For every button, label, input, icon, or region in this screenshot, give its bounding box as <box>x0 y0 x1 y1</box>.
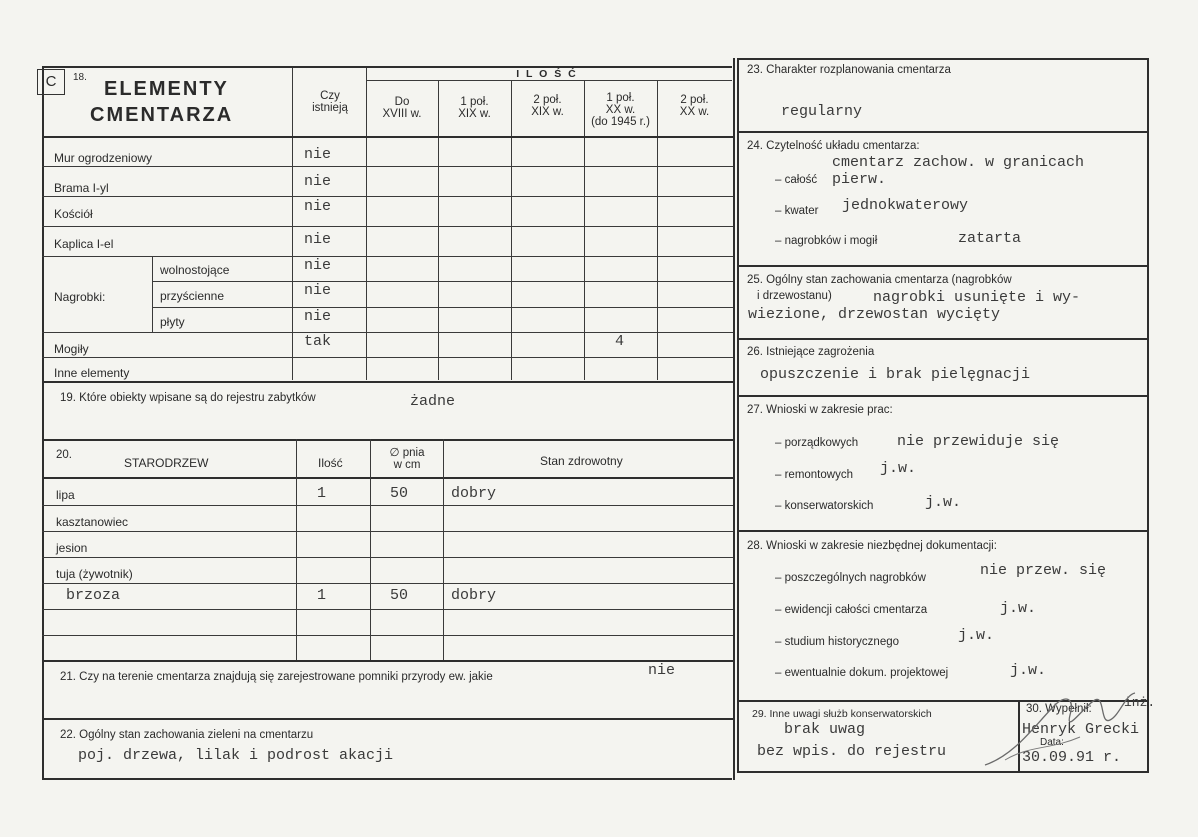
s24-calosc-value: pierw. <box>832 171 887 188</box>
element-exists-value: nie <box>304 282 332 299</box>
ilosc-label: I L O Ś Ć <box>516 68 578 80</box>
s26-label: 26. Istniejące zagrożenia <box>747 346 875 358</box>
period-col-3: 1 poł. XX w. (do 1945 r.) <box>591 92 650 128</box>
s27-item-label: – porządkowych <box>775 437 859 449</box>
tree-diam: 50 <box>390 587 409 604</box>
col-exists-header: Czy istnieją <box>312 90 348 114</box>
s24-kwater-label: – kwater <box>775 205 819 217</box>
s23-label: 23. Charakter rozplanowania cmentarza <box>747 64 951 76</box>
c-box-letter: C <box>37 69 65 95</box>
s30-title: inż. <box>1124 695 1156 710</box>
tree-qty: 1 <box>317 587 327 604</box>
s24-label: 24. Czytelność układu cmentarza: <box>747 140 920 152</box>
element-exists-value: tak <box>304 333 332 350</box>
tree-name: tuja (żywotnik) <box>56 567 133 581</box>
s20-col-qty: Ilość <box>318 456 343 470</box>
s20-col-diam: ∅ pnia w cm <box>389 447 425 471</box>
s21-value: nie <box>648 662 676 679</box>
s19-value: żadne <box>410 393 456 410</box>
s28-item-label: – studium historycznego <box>775 636 900 648</box>
section-18-number: 18. <box>73 72 87 83</box>
title-line-1: ELEMENTY <box>104 78 229 100</box>
element-row-label: Kościół <box>54 207 93 221</box>
s24-nagrobkow-label: – nagrobków i mogił <box>775 235 878 247</box>
period-col-2: 2 poł. XIX w. <box>531 94 564 118</box>
s30-date-value: 30.09.91 r. <box>1022 749 1122 766</box>
period-col-1: 1 poł. XIX w. <box>458 96 491 120</box>
s30-date-label: Data: <box>1040 737 1064 748</box>
element-row-label: Inne elementy <box>54 366 130 380</box>
element-row-label: Mogiły <box>54 342 89 356</box>
element-row-label: Kaplica I-el <box>54 237 114 251</box>
element-row-label: przyścienne <box>160 289 225 303</box>
s25-value-line2: wiezione, drzewostan wycięty <box>748 306 1001 323</box>
s25-value-line1: nagrobki usunięte i wy- <box>873 289 1081 306</box>
s25-label-line1: 25. Ogólny stan zachowania cmentarza (nagrobków <box>747 274 1012 286</box>
s23-value: regularny <box>781 103 863 120</box>
period-col-0: Do XVIII w. <box>382 96 422 120</box>
s28-item-label: – ewidencji całości cmentarza <box>775 604 928 616</box>
element-exists-value: nie <box>304 308 332 325</box>
tree-name: brzoza <box>66 587 121 604</box>
s21-label: 21. Czy na terenie cmentarza znajdują się zarejestrowane pomniki przyrody ew. jakie <box>60 671 493 683</box>
s30-label: 30. Wypełnił: <box>1026 703 1092 715</box>
tree-health: dobry <box>451 587 497 604</box>
s24-value-line1: cmentarz zachow. w granicach <box>832 154 1085 171</box>
s27-item-value: j.w. <box>880 460 917 477</box>
element-exists-value: nie <box>304 146 332 163</box>
s20-col-health: Stan zdrowotny <box>540 454 623 468</box>
mogily-count-value: 4 <box>615 333 625 350</box>
s24-calosc-label: – całość <box>775 174 818 186</box>
tree-qty: 1 <box>317 485 327 502</box>
s29-value-line1: brak uwag <box>784 721 866 738</box>
s26-value: opuszczenie i brak pielęgnacji <box>760 366 1031 383</box>
element-row-label: płyty <box>160 315 185 329</box>
s28-item-value: nie przew. się <box>980 562 1107 579</box>
element-exists-value: nie <box>304 257 332 274</box>
tree-diam: 50 <box>390 485 409 502</box>
element-exists-value: nie <box>304 231 332 248</box>
s27-item-value: j.w. <box>925 494 962 511</box>
element-exists-value: nie <box>304 173 332 190</box>
tree-name: jesion <box>56 541 88 555</box>
s27-label: 27. Wnioski w zakresie prac: <box>747 404 893 416</box>
s28-item-value: j.w. <box>1010 662 1047 679</box>
element-row-label: Mur ogrodzeniowy <box>54 151 153 165</box>
element-row-label: Brama I-yl <box>54 181 109 195</box>
s22-value: poj. drzewa, lilak i podrost akacji <box>78 747 394 764</box>
element-exists-value: nie <box>304 198 332 215</box>
s27-item-label: – remontowych <box>775 469 853 481</box>
s20-number: 20. <box>56 449 72 461</box>
s29-label: 29. Inne uwagi służb konserwatorskich <box>752 708 932 720</box>
tree-name: kasztanowiec <box>56 515 129 529</box>
s28-item-label: – ewentualnie dokum. projektowej <box>775 667 949 679</box>
s29-value-line2: bez wpis. do rejestru <box>757 743 947 760</box>
s28-label: 28. Wnioski w zakresie niezbędnej dokumentacji: <box>747 540 997 552</box>
s20-title: STARODRZEW <box>124 456 209 470</box>
tree-health: dobry <box>451 485 497 502</box>
s28-item-value: j.w. <box>1000 600 1037 617</box>
s28-item-label: – poszczególnych nagrobków <box>775 572 926 584</box>
period-col-4: 2 poł. XX w. <box>679 94 710 118</box>
s30-name: Henryk Grecki <box>1022 721 1140 738</box>
nagrobki-label: Nagrobki: <box>54 290 106 304</box>
s24-nagrobkow-value: zatarta <box>958 230 1022 247</box>
s24-kwater-value: jednokwaterowy <box>842 197 969 214</box>
element-row-label: wolnostojące <box>160 263 230 277</box>
title-line-2: CMENTARZA <box>90 104 234 126</box>
s22-label: 22. Ogólny stan zachowania zieleni na cmentarzu <box>60 729 314 741</box>
signature-scribble <box>975 685 1150 775</box>
s27-item-value: nie przewiduje się <box>897 433 1060 450</box>
s27-item-label: – konserwatorskich <box>775 500 874 512</box>
tree-name: lipa <box>56 488 75 502</box>
s19-label: 19. Które obiekty wpisane są do rejestru zabytków <box>60 392 316 404</box>
s25-label-line2: i drzewostanu) <box>757 290 832 302</box>
s28-item-value: j.w. <box>958 627 995 644</box>
